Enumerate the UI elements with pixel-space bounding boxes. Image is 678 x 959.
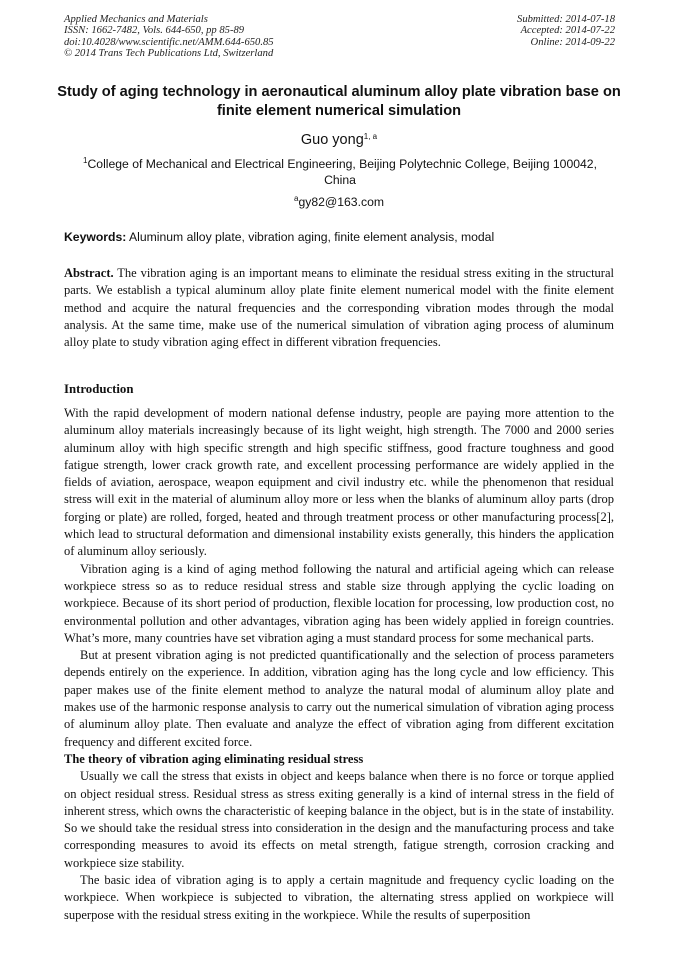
- keywords-label: Keywords:: [64, 230, 127, 244]
- submitted-date: Submitted: 2014-07-18: [517, 14, 615, 25]
- paper-title: Study of aging technology in aeronautical aluminum alloy plate vibration base on finite element numerical simulation: [57, 84, 621, 119]
- main-text: [64, 405, 614, 924]
- theory-paragraph-1: Usually we call the stress that exists in object and keeps balance when there is no force or torque applied on object residual stress. Residual stress as stress exiting generally is a kind of internal stress in the field of inherent stress, which owns the characteristic of keeping balance in the object, but is in the state of instability. So we should take the residual stress into consideration in the design and the manufacturing process and take corresponding measures to avoid its effects on metal strength, fatigue strength, corrosion cracking and workpiece size stability.: [64, 769, 614, 870]
- theory-heading: The theory of vibration aging eliminating residual stress: [64, 751, 364, 766]
- abstract-label: Abstract.: [64, 266, 114, 280]
- introduction-heading: Introduction: [64, 382, 134, 396]
- intro-paragraph-2: Vibration aging is a kind of aging method following the natural and artificial ageing which can release workpiece stress so as to reduce residual stress and stable size through applying the cyclic loading on workpiece. Because of its short period of production, flexible location for processing, low production cost, no environmental pollution and other advantages, vibration aging has been widely applied in foreign countries. What’s more, many countries have set vibration aging a must standard process for some mechanical parts.: [64, 561, 614, 645]
- keywords: [64, 229, 616, 245]
- affiliation: [70, 156, 610, 188]
- theory-paragraph-2: The basic idea of vibration aging is to apply a certain magnitude and frequency cyclic loading on the workpiece. When workpiece is subjected to vibration, the alternating stress applied on workpiece will superpose with the residual stress exiting in the workpiece. While the results of superposition: [64, 873, 614, 922]
- affiliation-sup: 1: [83, 156, 88, 166]
- email-address: gy82@163.com: [298, 195, 384, 209]
- author-name: Guo yong: [300, 132, 364, 148]
- author-sup: 1, a: [363, 132, 378, 142]
- author-line: [0, 131, 678, 149]
- accepted-date: Accepted: 2014-07-22: [520, 25, 615, 37]
- affiliation-text: College of Mechanical and Electrical Engineering, Beijing Polytechnic College, Beijing 100042, China: [87, 157, 597, 187]
- intro-paragraph-1: With the rapid development of modern national defense industry, people are paying more attention to the aluminum alloy materials increasingly because of its light weight, high strength. The 7000 and 2000 series aluminum alloy with high specific strength and high specific stiffness, good fracture toughness and good fatigue strength, lower crack growth rate, and excellent processing performance are widely applied in the fields of aviation, aerospace, weapon equipment and civil industry etc. while the phenomenon that residual stress will exit in the material of aluminum alloy more or less when the blanks of aluminum alloy parts (drop forging or plate) are rolled, forged, heated and through treatment process or other manufacturing process[2], which lead to structural deformation and dimensional instability exists generally, this hinders the application of aluminum alloy seriously.: [64, 406, 614, 559]
- copyright-line: © 2014 Trans Tech Publications Ltd, Switzerland: [64, 48, 274, 60]
- doi-line: doi:10.4028/www.scientific.net/AMM.644-650.85: [64, 36, 274, 48]
- publication-dates: [517, 14, 615, 48]
- issn-line: ISSN: 1662-7482, Vols. 644-650, pp 85-89: [64, 25, 245, 37]
- email-sup: a: [294, 194, 299, 204]
- online-date: Online: 2014-09-22: [530, 36, 615, 48]
- email-line: [0, 194, 678, 210]
- journal-name: Applied Mechanics and Materials: [64, 14, 208, 25]
- abstract-text: The vibration aging is an important means to eliminate the residual stress exiting in the structural parts. We establish a typical aluminum alloy plate finite element numerical model with the finite element method and acquire the natural frequencies and the corresponding vibration modes through the modal analysis. At the same time, make use of the numerical simulation of vibration aging process of aluminum alloy plate to study vibration aging effect in different vibration frequencies.: [64, 266, 614, 350]
- intro-paragraph-3: But at present vibration aging is not predicted quantificationally and the selection of process parameters depends entirely on the experience. In addition, vibration aging has the long cycle and low efficiency. This paper makes use of the finite element method to analyze the natural modal of aluminum alloy plate and makes use of the harmonic response analysis to carry out the numerical simulation of vibration aging process of aluminum alloy plate. Then evaluate and analyze the effect of vibration aging from different excitation frequency and different excited force.: [64, 648, 614, 749]
- abstract: [64, 265, 614, 351]
- journal-info: [64, 14, 274, 60]
- keywords-text: Aluminum alloy plate, vibration aging, finite element analysis, modal: [129, 230, 495, 244]
